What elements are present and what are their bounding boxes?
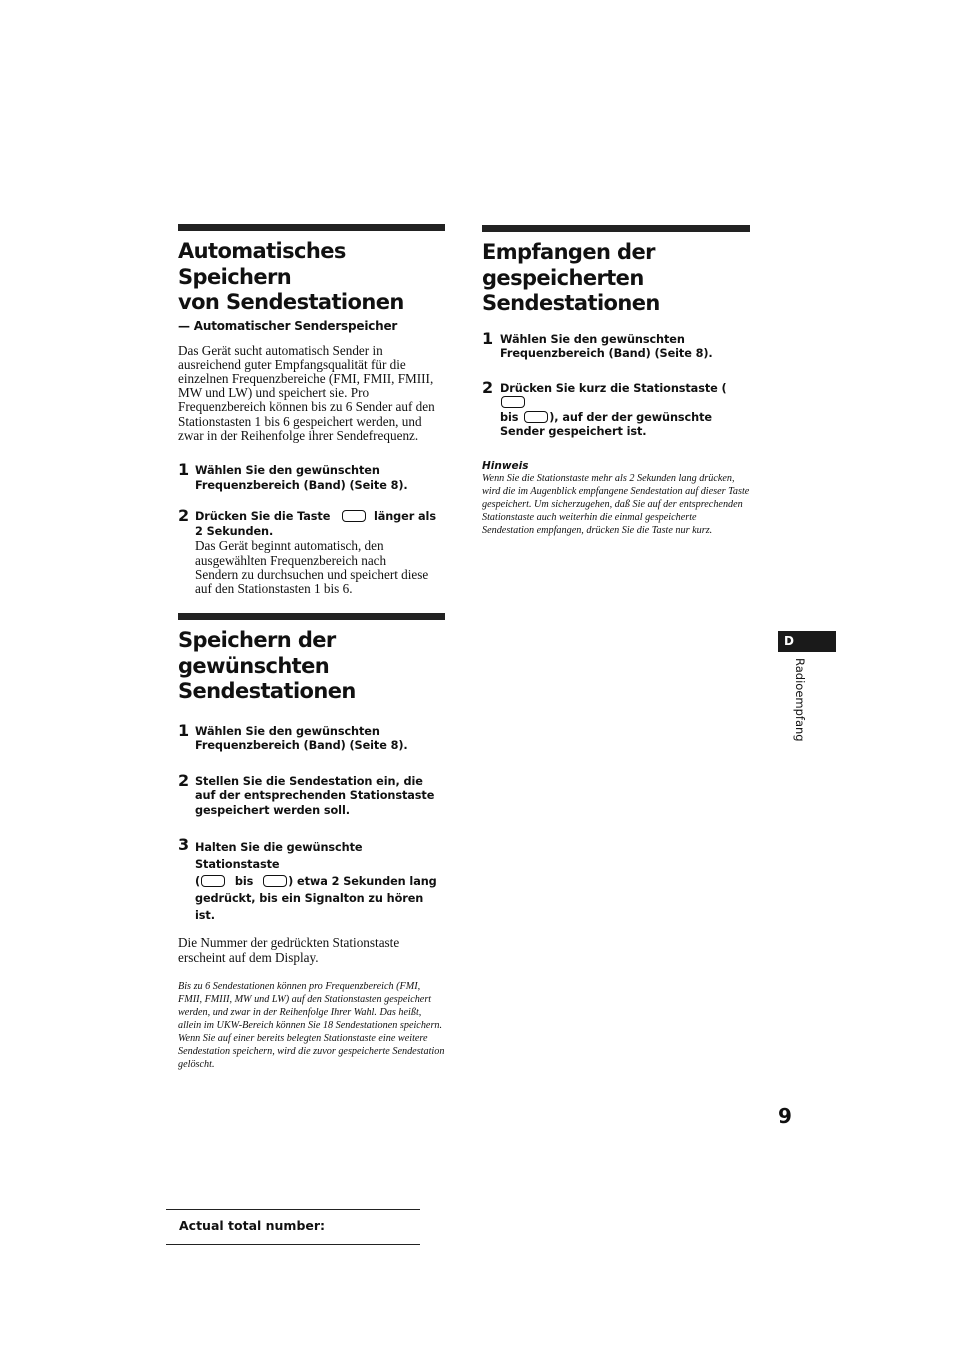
intro-paragraph: Das Gerät sucht automatisch Sender in ausreichend guter Empfangsqualität für die einzelnen Frequenzbereiche (FMI, FMII, FMIII, MW und LW) und speichert sie. Pro Frequenzbereich können bis zu 6 Sender auf den Stationstasten 1 bis 6 gespeichert werden, und zwar in der Reihenfolge ihrer Sendefrequenz. — [178, 342, 435, 443]
step-2 — [178, 770, 445, 819]
section-manual-memory — [178, 613, 445, 1071]
step-number: 2 — [178, 770, 190, 790]
step-text: Drücken Sie kurz die Stationstaste ( bis ), auf der der gewünschte Sender gespeichert ist. — [500, 381, 727, 439]
chapter-letter: D — [784, 634, 794, 648]
section-title: Empfangen der gespeicherten Sendestationen — [482, 240, 660, 315]
step-text: Wählen Sie den gewünschten Frequenzbereich (Band) (Seite 8). — [195, 463, 408, 492]
hint-label: Hinweis — [482, 460, 529, 473]
step-text: Halten Sie die gewünschte Stationstaste ( bis ) etwa 2 Sekunden lang gedrückt, bis ein Signalton zu hören ist. — [195, 841, 437, 923]
section-title: Speichern der gewünschten Sendestationen — [178, 628, 356, 703]
step-text: Wählen Sie den gewünschten Frequenzbereich (Band) (Seite 8). — [500, 332, 713, 361]
note-paragraph: Wenn Sie auf einer bereits belegten Stationstaste eine weitere Sendestation speichern, wird die zuvor gespeicherte Sendestation gelöscht. — [178, 1032, 445, 1070]
result-paragraph: Die Nummer der gedrückten Stationstaste erscheint auf dem Display. — [178, 935, 400, 965]
bts-button-icon — [342, 510, 366, 522]
step-2 — [178, 506, 445, 596]
step-text: Stellen Sie die Sendestation ein, die auf der entsprechenden Stationstaste gespeichert werden soll. — [195, 774, 435, 817]
section-rule — [482, 225, 750, 232]
section-rule — [178, 224, 445, 231]
step-number: 3 — [178, 835, 190, 855]
preset-6-button-icon — [524, 411, 548, 423]
step-text: Wählen Sie den gewünschten Frequenzbereich (Band) (Seite 8). — [195, 724, 408, 753]
step-2 — [482, 377, 750, 440]
page-number: 9 — [778, 1104, 792, 1128]
footer-box — [166, 1209, 420, 1245]
section-subtitle: — Automatischer Senderspeicher — [178, 318, 398, 333]
step-description: Das Gerät beginnt automatisch, den ausgewählten Frequenzbereich nach Sendern zu durchsuchen und speichert diese auf den Stationstasten 1 bis 6. — [195, 538, 429, 596]
preset-1-button-icon — [501, 396, 525, 408]
step-1 — [178, 720, 445, 754]
section-rule — [178, 613, 445, 620]
step-3 — [178, 835, 445, 924]
footer-label: Actual total number: — [179, 1218, 326, 1233]
preset-6-button-icon — [263, 875, 287, 887]
chapter-label: Radioempfang — [793, 658, 807, 742]
step-number: 2 — [178, 506, 190, 526]
chapter-tab — [778, 631, 836, 652]
hint-text: Wenn Sie die Stationstaste mehr als 2 Sekunden lang drücken, wird die im Augenblick empfangene Sendestation auf dieser Taste gespeichert. Um sicherzugehen, daß Sie auf der entsprechenden Stationstaste auch weiterhin die einmal gespeicherte Sendestation empfangen, drücken Sie die Taste nur kurz. — [482, 473, 750, 537]
step-number: 2 — [482, 377, 494, 397]
step-number: 1 — [178, 459, 190, 479]
step-number: 1 — [178, 720, 190, 740]
step-1 — [178, 459, 445, 493]
preset-1-button-icon — [201, 875, 225, 887]
step-1 — [482, 328, 750, 362]
section-title: Automatisches Speichern von Sendestationen — [178, 239, 404, 314]
section-auto-memory — [178, 224, 445, 596]
step-number: 1 — [482, 328, 494, 348]
note-paragraph: Bis zu 6 Sendestationen können pro Frequenzbereich (FMI, FMII, FMIII, MW und LW) auf den Stationstasten gespeichert werden, und zwar in der Reihenfolge Ihrer Wahl. Das heißt, allein im UKW-Bereich können Sie 18 Sendestationen speichern. — [178, 980, 443, 1031]
section-receive-stations — [482, 225, 750, 537]
step-text: Drücken Sie die Taste länger als 2 Sekunden. — [195, 510, 436, 538]
